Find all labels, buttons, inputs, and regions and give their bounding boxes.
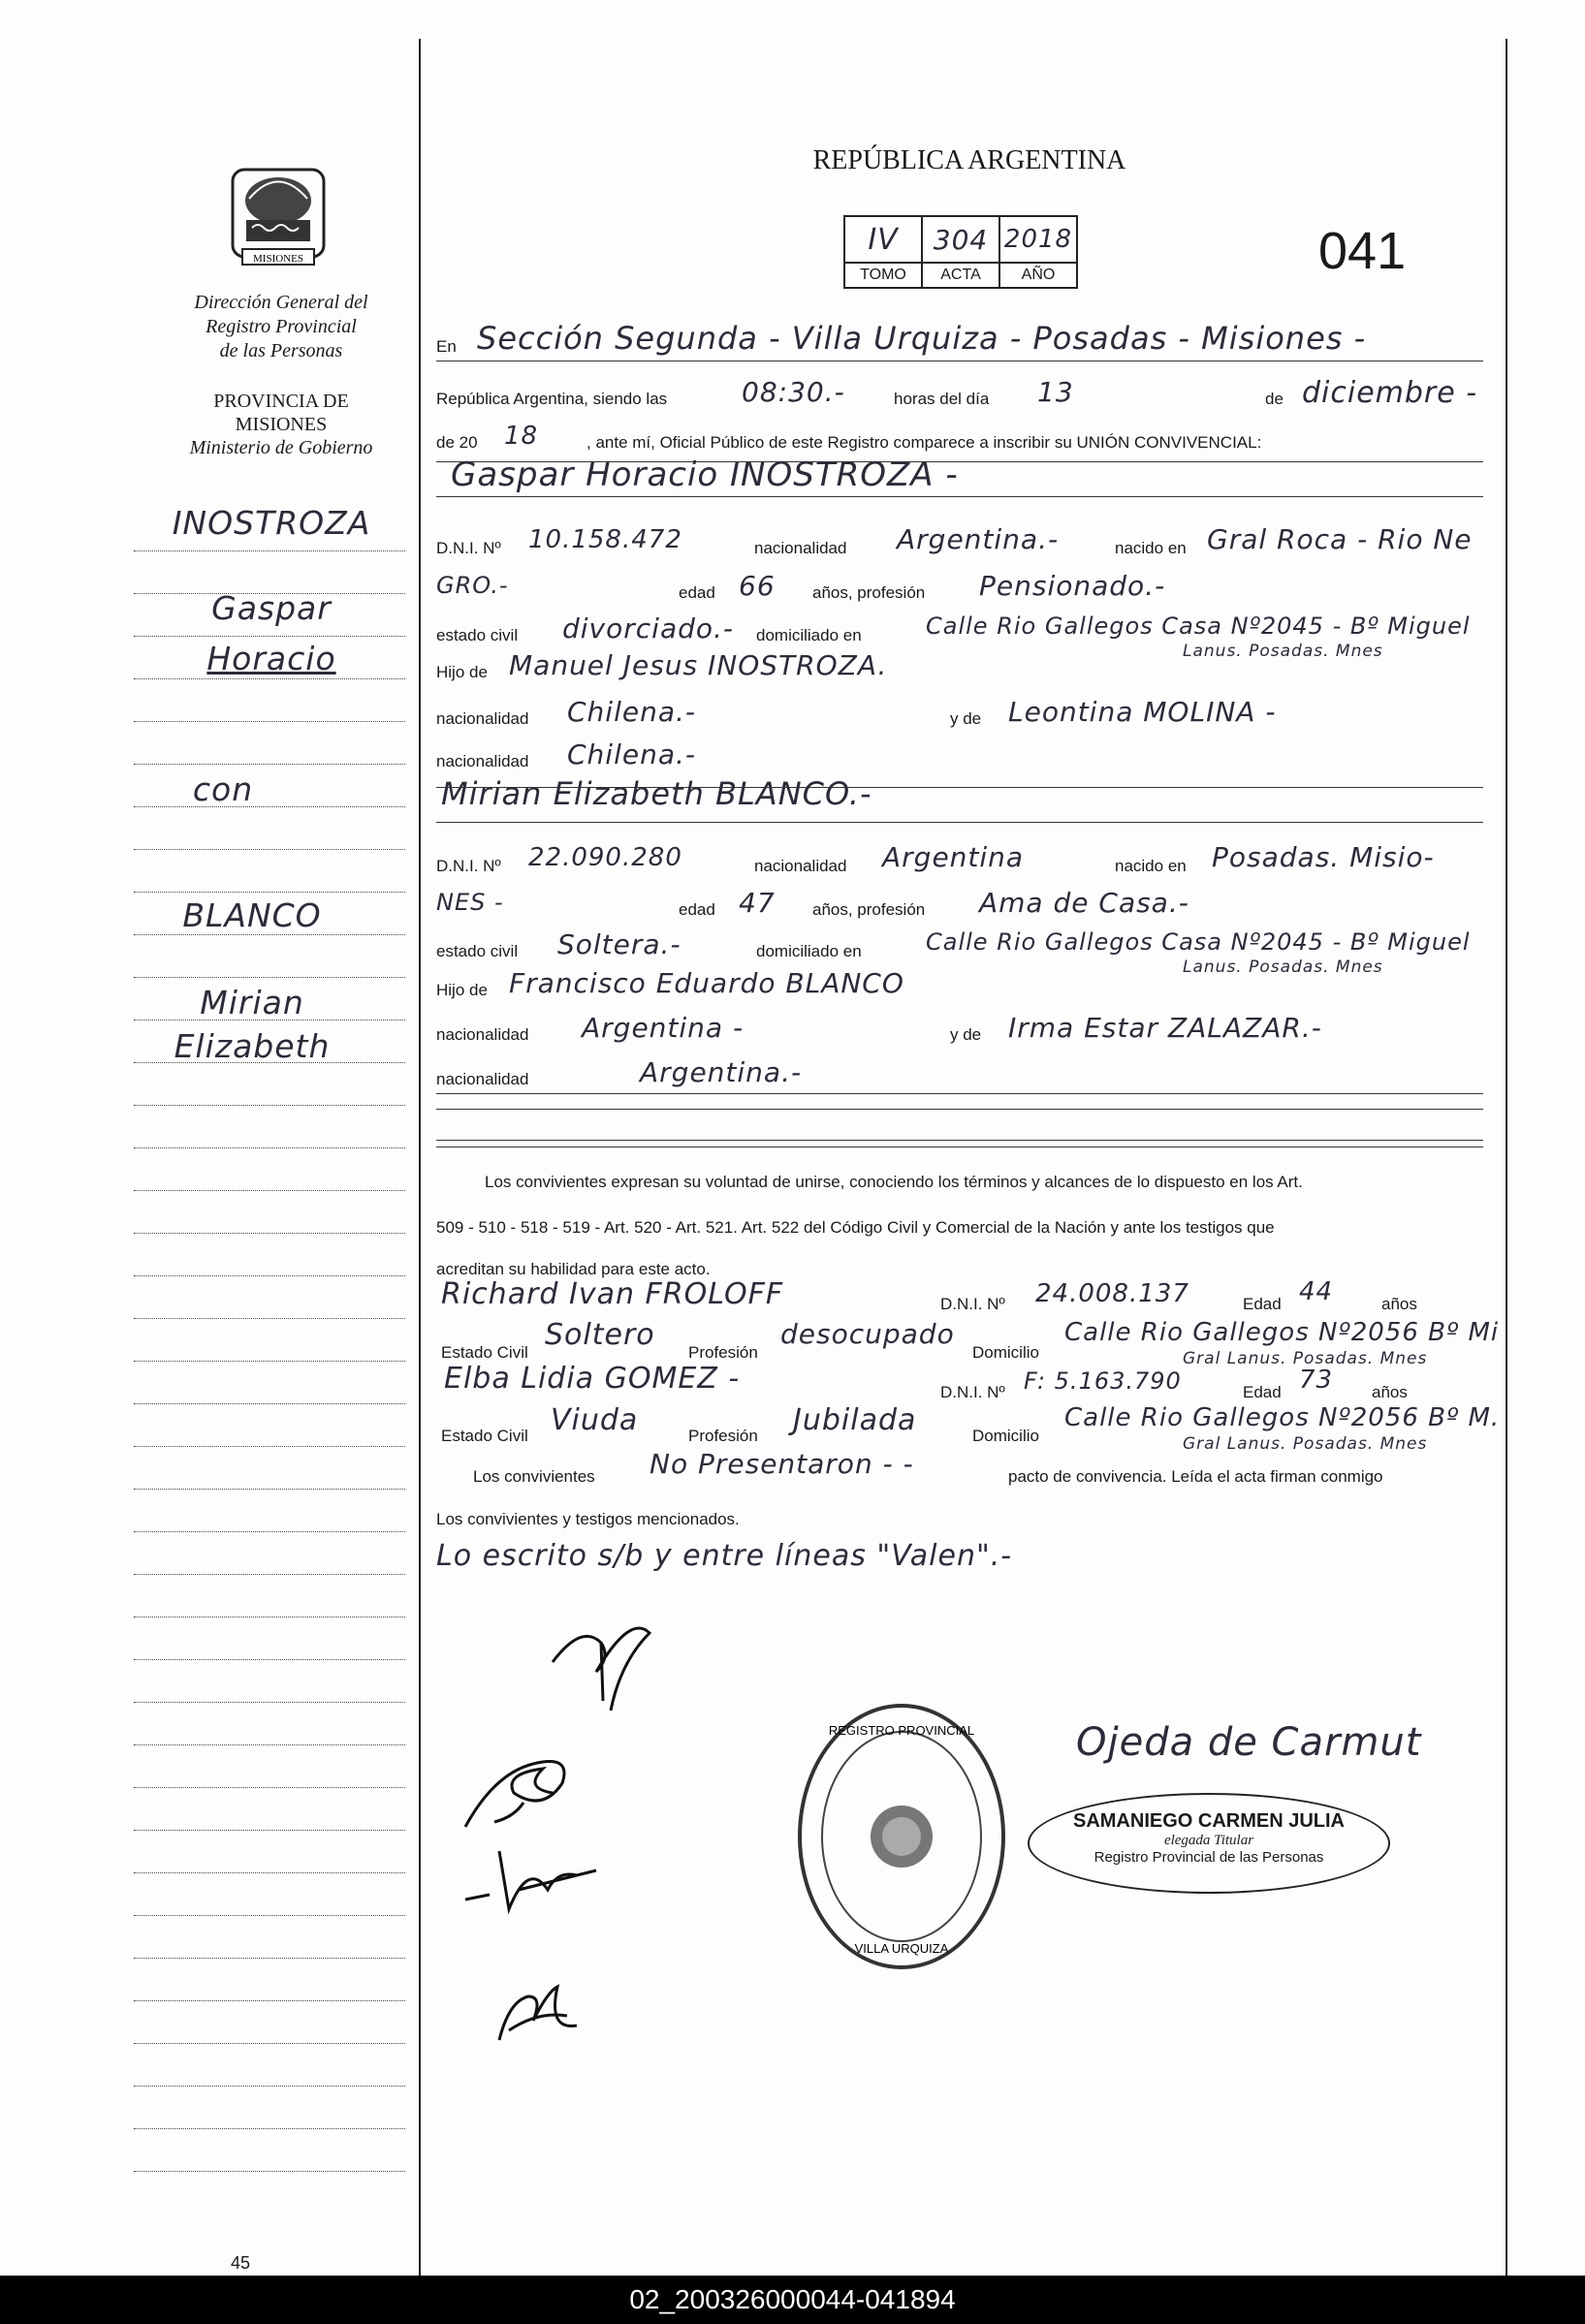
label-estado-civil-cap: Estado Civil	[441, 1427, 528, 1445]
record-tomo-label: TOMO	[844, 263, 922, 288]
person1-estado-civil: divorciado.-	[562, 612, 735, 644]
sidebar-rule	[134, 1275, 405, 1276]
label-horas-dia: horas del día	[894, 390, 990, 408]
witness1-edad: 44	[1299, 1277, 1334, 1306]
value-seccion: Sección Segunda - Villa Urquiza - Posadas - Misiones -	[477, 320, 1367, 357]
sidebar-given-name-2b: Elizabeth	[174, 1027, 331, 1065]
sidebar-rule	[134, 1147, 405, 1148]
sidebar-rule	[134, 1105, 405, 1106]
person1-padre: Manuel Jesus INOSTROZA.	[509, 649, 888, 681]
witness2-domicilio-cont: Gral Lanus. Posadas. Mnes	[1183, 1434, 1428, 1454]
sidebar-rule	[134, 636, 405, 637]
row-witness1-name	[436, 1277, 1483, 1316]
svg-text:MISIONES: MISIONES	[253, 253, 303, 265]
label-profesion-cap: Profesión	[688, 1427, 758, 1445]
person2-estado-civil: Soltera.-	[557, 928, 682, 960]
label-hijo-de: Hijo de	[436, 981, 488, 999]
sidebar-rule	[134, 1403, 405, 1404]
official-title: elegada Titular	[1163, 1833, 1254, 1848]
closing-text: Los convivientes y testigos mencionados.	[436, 1510, 740, 1528]
correction-note: Lo escrito s/b y entre líneas "Valen".-	[436, 1539, 1013, 1573]
sidebar-rule	[134, 934, 405, 935]
official-oval-stamp	[1028, 1793, 1390, 1894]
document-id-footer: 02_200326000044-041894	[0, 2276, 1585, 2324]
sidebar-rule	[134, 2000, 405, 2001]
statement-line-2: 509 - 510 - 518 - 519 - Art. 520 - Art. 521. Art. 522 del Código Civil y Comercial de la Nación y ante los testigos que	[436, 1218, 1275, 1237]
row-witness1-details	[436, 1318, 1500, 1368]
witness1-dni: 24.008.137	[1035, 1279, 1189, 1308]
sidebar-conjunction: con	[192, 770, 254, 808]
sidebar-given-name-1b: Horacio	[206, 640, 336, 677]
label-anios: años	[1372, 1383, 1408, 1401]
sidebar-rule	[134, 1233, 405, 1234]
person1-dni: 10.158.472	[528, 525, 682, 554]
row-pacto	[436, 1448, 1483, 1487]
person1-nac-madre: Chilena.-	[567, 738, 696, 770]
person1-nacionalidad: Argentina.-	[897, 523, 1060, 555]
label-estado-civil-cap: Estado Civil	[441, 1343, 528, 1362]
label-domicilio-cap: Domicilio	[972, 1427, 1039, 1445]
label-y-de: y de	[950, 709, 982, 728]
label-dni-short: D.N.I. Nº	[940, 1383, 1005, 1401]
person1-nac-padre: Chilena.-	[567, 696, 696, 728]
sidebar-rule	[134, 1787, 405, 1788]
record-acta-value: 304	[922, 216, 999, 263]
person1-nacido-en: Gral Roca - Rio Ne	[1207, 523, 1473, 555]
province-line: MISIONES	[235, 414, 328, 435]
label-nacido-en: nacido en	[1115, 857, 1187, 875]
seal-top-text: REGISTRO PROVINCIAL	[828, 1723, 975, 1738]
label-de20: de 20	[436, 433, 478, 452]
label-edad: edad	[679, 900, 715, 919]
sidebar-rule	[134, 2128, 405, 2129]
signature-1	[543, 1604, 669, 1725]
label-en: En	[436, 337, 457, 356]
row-person2-padre	[436, 967, 1483, 1006]
record-acta-label: ACTA	[922, 263, 999, 288]
record-anio-label: AÑO	[999, 263, 1077, 288]
province-line: PROVINCIA DE	[213, 391, 349, 412]
official-org: Registro Provincial de las Personas	[1094, 1849, 1324, 1866]
body-rule	[436, 461, 1483, 462]
label-de: de	[1265, 390, 1284, 408]
value-hora: 08:30.-	[742, 376, 845, 408]
official-handwritten-signature: Ojeda de Carmut	[1076, 1720, 1422, 1765]
person2-nac-padre: Argentina -	[582, 1012, 745, 1044]
agency-name	[165, 291, 397, 363]
statement-line-1: Los convivientes expresan su voluntad de unirse, conociendo los términos y alcances de lo dispuesto en los Art.	[485, 1173, 1303, 1191]
row-person2-edad	[436, 887, 1483, 926]
person2-nacionalidad: Argentina	[882, 841, 1025, 873]
row-person2-name	[436, 775, 1483, 818]
sidebar-given-name-1a: Gaspar	[211, 589, 332, 627]
person1-edad: 66	[739, 570, 776, 602]
label-dni-short: D.N.I. Nº	[940, 1295, 1005, 1313]
agency-line: Registro Provincial	[206, 316, 357, 337]
label-oficial: , ante mí, Oficial Público de este Registro comparece a inscribir su UNIÓN CONVIVENCIAL:	[586, 433, 1262, 452]
row-person1-estado	[436, 612, 1483, 661]
agency-line: Dirección General del	[194, 292, 368, 313]
row-person2-estado	[436, 928, 1483, 977]
label-nacionalidad: nacionalidad	[436, 1070, 529, 1088]
row-witness2-name	[436, 1362, 1483, 1400]
pacto-value: No Presentaron - -	[650, 1448, 914, 1480]
person2-domicilio: Calle Rio Gallegos Casa Nº2045 - Bº Miguel	[926, 928, 1471, 956]
person1-domicilio: Calle Rio Gallegos Casa Nº2045 - Bº Miguel	[926, 612, 1471, 640]
witness1-estado-civil: Soltero	[545, 1318, 655, 1352]
value-dia: 13	[1037, 376, 1074, 408]
province-coat-of-arms	[225, 160, 332, 276]
body-rule	[436, 496, 1483, 497]
person2-nacido-en-cont: NES -	[436, 889, 504, 916]
person1-name: Gaspar Horacio INOSTROZA -	[451, 455, 959, 494]
province-name	[165, 390, 397, 459]
witness1-domicilio: Calle Rio Gallegos Nº2056 Bº Mi	[1064, 1318, 1500, 1347]
body-rule	[436, 1146, 1483, 1147]
label-nacido-en: nacido en	[1115, 539, 1187, 557]
sidebar-rule	[134, 1659, 405, 1660]
person2-nacido-en: Posadas. Misio-	[1212, 841, 1435, 873]
page-number: 45	[231, 2253, 251, 2273]
sidebar-rule	[134, 1318, 405, 1319]
record-anio-value: 2018	[999, 216, 1077, 263]
row-seccion	[436, 320, 1483, 359]
body-rule	[436, 787, 1483, 788]
sidebar-rule	[134, 1744, 405, 1745]
statement-line-3: acreditan su habilidad para este acto.	[436, 1260, 711, 1278]
witness2-name: Elba Lidia GOMEZ -	[444, 1362, 741, 1396]
person2-domicilio-cont: Lanus. Posadas. Mnes	[1183, 958, 1383, 977]
person1-profesion: Pensionado.-	[979, 570, 1166, 602]
sidebar-rule	[134, 2171, 405, 2172]
row-person2-nac-madre	[436, 1056, 1483, 1095]
label-nacionalidad: nacionalidad	[754, 539, 847, 557]
label-dni: D.N.I. Nº	[436, 539, 501, 557]
row-person2-madre	[436, 1012, 1483, 1051]
sidebar-rule	[134, 1531, 405, 1532]
person2-name: Mirian Elizabeth BLANCO.-	[441, 775, 872, 812]
country-title: REPÚBLICA ARGENTINA	[812, 145, 1126, 175]
sidebar-rule	[134, 764, 405, 765]
sidebar-rule	[134, 678, 405, 679]
sidebar-surname-2: BLANCO	[182, 896, 322, 934]
record-tomo-value: IV	[844, 216, 922, 263]
row-person1-nac-madre	[436, 738, 1483, 777]
body-rule	[436, 1093, 1483, 1094]
person2-edad: 47	[739, 887, 776, 919]
sidebar-rule	[134, 721, 405, 722]
sidebar-rule	[134, 849, 405, 850]
sidebar-rule	[134, 1361, 405, 1362]
sidebar-rule	[134, 1446, 405, 1447]
person2-nac-madre: Argentina.-	[640, 1056, 803, 1088]
right-border	[1506, 39, 1507, 2276]
label-nacionalidad: nacionalidad	[436, 752, 529, 770]
label-pacto: pacto de convivencia. Leída el acta firman conmigo	[1008, 1467, 1383, 1486]
label-dni: D.N.I. Nº	[436, 857, 501, 875]
row-person1-dni	[436, 523, 1483, 562]
record-box	[843, 215, 1078, 289]
witness1-profesion: desocupado	[780, 1318, 955, 1350]
sidebar-rule	[134, 1702, 405, 1703]
body-rule	[436, 1109, 1483, 1110]
witness2-dni: F: 5.163.790	[1024, 1367, 1182, 1395]
label-y-de: y de	[950, 1025, 982, 1044]
row-person1-edad	[436, 570, 1483, 609]
signature-3	[460, 1841, 606, 1924]
sidebar-rule	[134, 2086, 405, 2087]
body-rule	[436, 822, 1483, 823]
sidebar-rule	[134, 1958, 405, 1959]
label-domiciliado-en: domiciliado en	[756, 942, 862, 960]
body-rule	[436, 1140, 1483, 1141]
label-profesion-cap: Profesión	[688, 1343, 758, 1362]
person2-padre: Francisco Eduardo BLANCO	[509, 967, 904, 999]
value-mes: diciembre -	[1302, 376, 1478, 410]
value-anio: 18	[504, 422, 539, 451]
sidebar-rule	[134, 2043, 405, 2044]
sidebar-rule	[134, 892, 405, 893]
act-number: 041	[1318, 222, 1407, 280]
sidebar-rule	[134, 1574, 405, 1575]
sidebar-given-name-2a: Mirian	[200, 984, 304, 1021]
witness1-domicilio-cont: Gral Lanus. Posadas. Mnes	[1183, 1349, 1428, 1368]
label-estado-civil: estado civil	[436, 626, 519, 644]
witness2-domicilio: Calle Rio Gallegos Nº2056 Bº M.	[1064, 1403, 1501, 1432]
registry-round-seal	[790, 1691, 1013, 1987]
label-domicilio-cap: Domicilio	[972, 1343, 1039, 1362]
official-name: SAMANIEGO CARMEN JULIA	[1072, 1810, 1345, 1832]
label-edad-cap: Edad	[1243, 1295, 1282, 1313]
row-anio	[436, 422, 1483, 460]
label-rep-siendo: República Argentina, siendo las	[436, 390, 668, 408]
person2-profesion: Ama de Casa.-	[979, 887, 1189, 919]
sidebar-rule	[134, 1190, 405, 1191]
row-witness2-details	[436, 1403, 1501, 1454]
label-edad: edad	[679, 583, 715, 602]
signature-2	[456, 1735, 601, 1846]
label-domiciliado-en: domiciliado en	[756, 626, 862, 644]
column-divider	[419, 39, 421, 2276]
row-fecha	[436, 376, 1483, 415]
sidebar-surname-1: INOSTROZA	[172, 504, 371, 542]
sidebar-rule	[134, 1830, 405, 1831]
person1-madre: Leontina MOLINA -	[1008, 696, 1277, 728]
row-person2-dni	[436, 841, 1483, 880]
label-nacionalidad: nacionalidad	[436, 1025, 529, 1044]
witness2-estado-civil: Viuda	[551, 1403, 639, 1437]
sidebar-rule	[134, 977, 405, 978]
person2-madre: Irma Estar ZALAZAR.-	[1008, 1012, 1322, 1044]
person1-nacido-en-cont: GRO.-	[436, 572, 509, 599]
signature-4	[490, 1972, 596, 2055]
label-anios-profesion: años, profesión	[812, 900, 926, 919]
label-edad-cap: Edad	[1243, 1383, 1282, 1401]
label-estado-civil: estado civil	[436, 942, 519, 960]
sidebar-rule	[134, 550, 405, 551]
row-person1-madre	[436, 696, 1483, 735]
label-nacionalidad: nacionalidad	[754, 857, 847, 875]
agency-line: de las Personas	[219, 340, 343, 361]
label-hijo-de: Hijo de	[436, 663, 488, 681]
witness1-name: Richard Ivan FROLOFF	[441, 1277, 784, 1311]
sidebar-rule	[134, 1872, 405, 1873]
sidebar-rule	[134, 1915, 405, 1916]
person1-domicilio-cont: Lanus. Posadas. Mnes	[1183, 642, 1383, 661]
sidebar-rule	[134, 1489, 405, 1490]
ministry-name: Ministerio de Gobierno	[189, 437, 373, 458]
seal-bottom-text: VILLA URQUIZA	[854, 1941, 949, 1956]
label-los-convivientes: Los convivientes	[473, 1467, 595, 1486]
row-person1-padre	[436, 649, 1483, 688]
witness2-edad: 73	[1299, 1366, 1334, 1395]
label-nacionalidad: nacionalidad	[436, 709, 529, 728]
witness2-profesion: Jubilada	[793, 1403, 917, 1437]
label-anios-profesion: años, profesión	[812, 583, 926, 602]
person2-dni: 22.090.280	[528, 843, 682, 872]
label-anios: años	[1381, 1295, 1417, 1313]
